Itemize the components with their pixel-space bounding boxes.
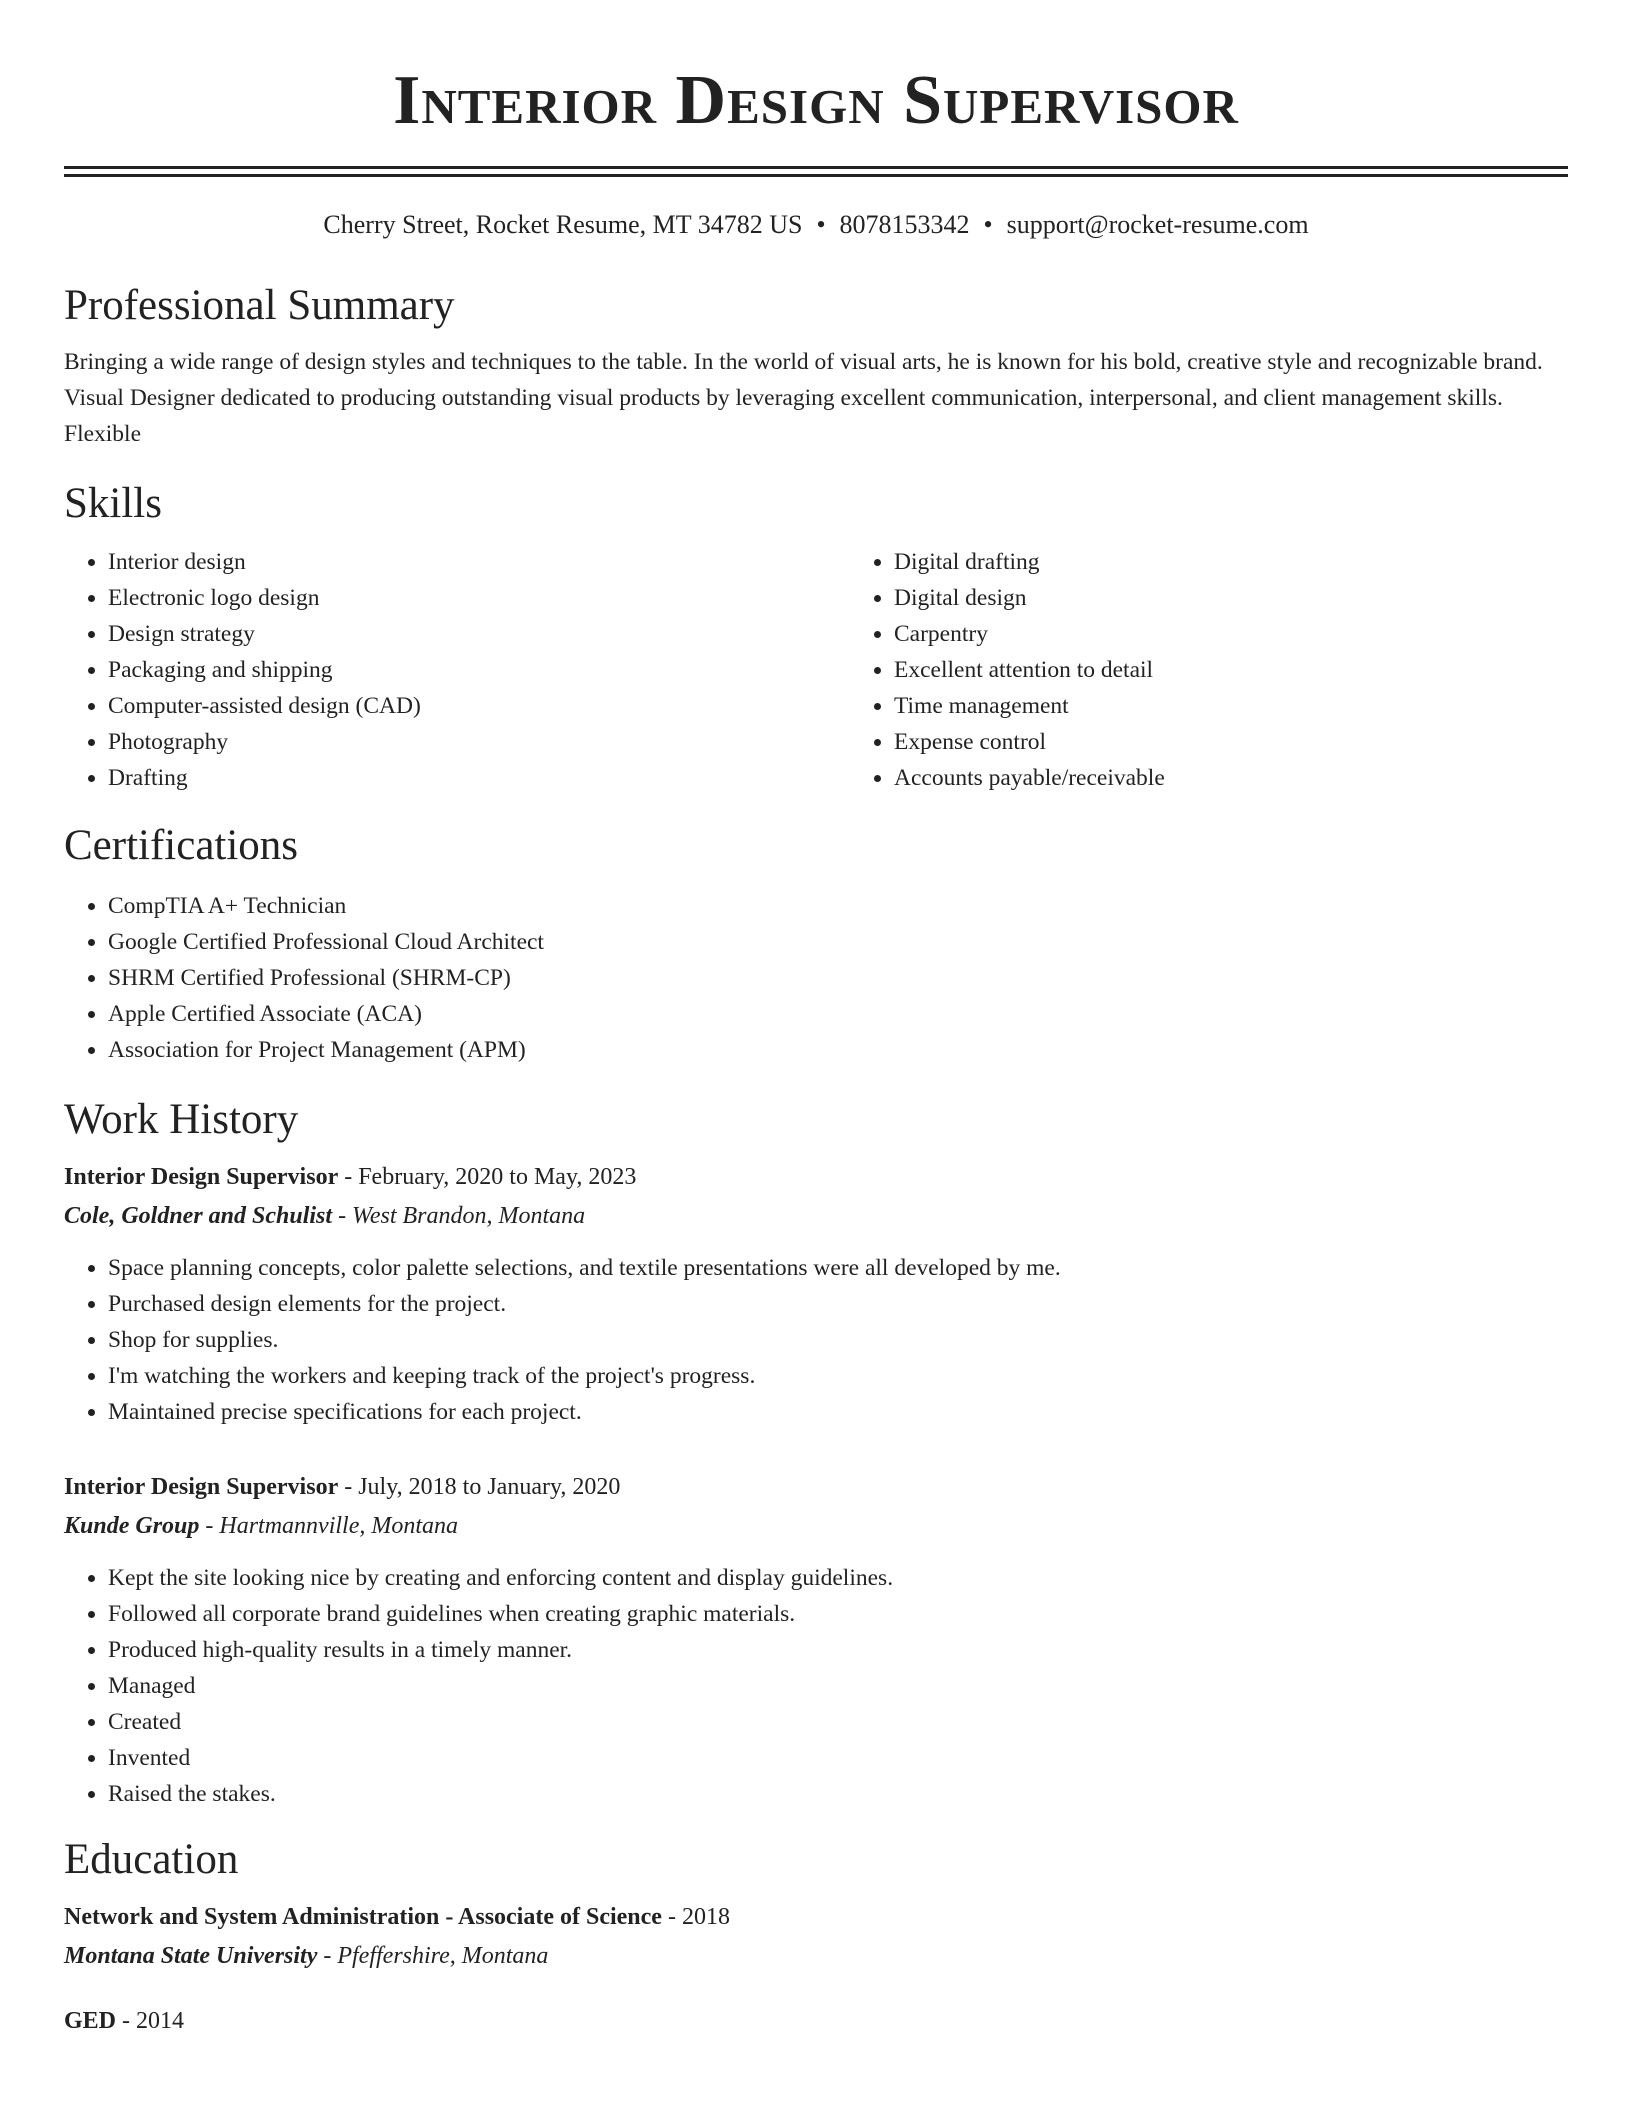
job-bullet: • Shop for supplies. <box>108 1322 1568 1358</box>
skills-list-right <box>850 544 1632 796</box>
job-dates: - July, 2018 to January, 2020 <box>338 1474 621 1500</box>
education-entry <box>64 1898 1568 1976</box>
contact-line <box>64 208 1568 242</box>
job-company: Cole, Goldner and Schulist <box>64 1203 333 1229</box>
education-heading: Education <box>64 1836 239 1883</box>
contact-email: support@rocket-resume.com <box>1006 210 1309 239</box>
education-degree-line <box>64 1898 1568 1936</box>
job-role: Interior Design Supervisor <box>64 1474 339 1500</box>
skills-list-left <box>64 544 850 796</box>
certification-item: • Association for Project Management (APM) <box>108 1032 1568 1068</box>
certification-item: • Apple Certified Associate (ACA) <box>108 996 1568 1032</box>
education-degree: GED <box>64 2008 117 2034</box>
contact-separator: • <box>816 210 826 239</box>
job-location: - Hartmannville, Montana <box>199 1513 459 1539</box>
header-rule-top <box>64 166 1568 169</box>
education-year: - 2018 <box>661 1904 730 1930</box>
job-role: Interior Design Supervisor <box>64 1164 339 1190</box>
education-year: - 2014 <box>116 2008 185 2034</box>
job-bullet: • I'm watching the workers and keeping track of the project's progress. <box>108 1358 1568 1394</box>
contact-phone: 8078153342 <box>839 210 970 239</box>
skill-item: • Packaging and shipping <box>108 652 850 688</box>
job-bullet: • Invented <box>108 1740 1568 1776</box>
certifications-heading: Certifications <box>64 822 299 869</box>
education-location: - Pfeffershire, Montana <box>317 1943 549 1969</box>
contact-address: Cherry Street, Rocket Resume, MT 34782 US <box>323 210 803 239</box>
resume-name-title: Interior Design Supervisor <box>393 62 1239 139</box>
skill-item: • Time management <box>894 688 1632 724</box>
job-dates: - February, 2020 to May, 2023 <box>338 1164 637 1190</box>
job-entry <box>64 1158 1568 1430</box>
job-bullet: • Produced high-quality results in a timely manner. <box>108 1632 1568 1668</box>
skill-item: • Interior design <box>108 544 850 580</box>
header-rule-bottom <box>64 174 1568 177</box>
work-history-heading: Work History <box>64 1096 299 1143</box>
summary-heading: Professional Summary <box>64 282 455 329</box>
education-section <box>64 1834 1568 2040</box>
skill-item: • Electronic logo design <box>108 580 850 616</box>
skill-item: • Digital drafting <box>894 544 1632 580</box>
skill-item: • Computer-assisted design (CAD) <box>108 688 850 724</box>
job-bullet: • Kept the site looking nice by creating and enforcing content and display guidelines. <box>108 1560 1568 1596</box>
header-double-rule <box>64 166 1568 178</box>
work-history-section <box>64 1094 1568 1812</box>
job-bullet: • Followed all corporate brand guidelines when creating graphic materials. <box>108 1596 1568 1632</box>
certifications-list <box>64 888 1568 1068</box>
education-entry <box>64 2002 1568 2040</box>
skill-item: • Excellent attention to detail <box>894 652 1632 688</box>
certification-item: • Google Certified Professional Cloud Architect <box>108 924 1568 960</box>
job-bullet: • Space planning concepts, color palette selections, and textile presentations were all developed by me. <box>108 1250 1568 1286</box>
skill-item: • Digital design <box>894 580 1632 616</box>
job-company-line <box>64 1196 1568 1236</box>
skills-heading: Skills <box>64 480 162 527</box>
job-company: Kunde Group <box>64 1513 200 1539</box>
skills-columns <box>64 544 1568 796</box>
contact-separator: • <box>983 210 993 239</box>
education-school-line <box>64 1936 1568 1976</box>
job-bullet: • Raised the stakes. <box>108 1776 1568 1812</box>
job-bullet: • Created <box>108 1704 1568 1740</box>
job-bullet: • Managed <box>108 1668 1568 1704</box>
job-title-line <box>64 1158 1568 1196</box>
skill-item: • Drafting <box>108 760 850 796</box>
skill-item: • Design strategy <box>108 616 850 652</box>
skill-item: • Accounts payable/receivable <box>894 760 1632 796</box>
education-degree-line <box>64 2002 1568 2040</box>
skill-item: • Carpentry <box>894 616 1632 652</box>
job-company-line <box>64 1506 1568 1546</box>
job-entry <box>64 1468 1568 1812</box>
skill-item: • Photography <box>108 724 850 760</box>
education-degree: Network and System Administration - Associate of Science <box>64 1904 662 1930</box>
summary-text: Bringing a wide range of design styles and techniques to the table. In the world of visual arts, he is known for his bold, creative style and recognizable brand. Visual Designer dedicated to producing outstanding visual products by leveraging excellent communication, interpersonal, and client management skills. Flexible <box>64 349 1543 447</box>
job-bullet: • Maintained precise specifications for each project. <box>108 1394 1568 1430</box>
job-title-line <box>64 1468 1568 1506</box>
job-bullets <box>64 1250 1568 1430</box>
certification-item: • SHRM Certified Professional (SHRM-CP) <box>108 960 1568 996</box>
certification-item: • CompTIA A+ Technician <box>108 888 1568 924</box>
job-bullets <box>64 1560 1568 1812</box>
job-location: - West Brandon, Montana <box>332 1203 586 1229</box>
job-bullet: • Purchased design elements for the project. <box>108 1286 1568 1322</box>
education-school: Montana State University <box>64 1943 318 1969</box>
skill-item: • Expense control <box>894 724 1632 760</box>
certifications-section <box>64 820 1568 1068</box>
skills-section <box>64 478 1568 796</box>
summary-section <box>64 280 1568 452</box>
